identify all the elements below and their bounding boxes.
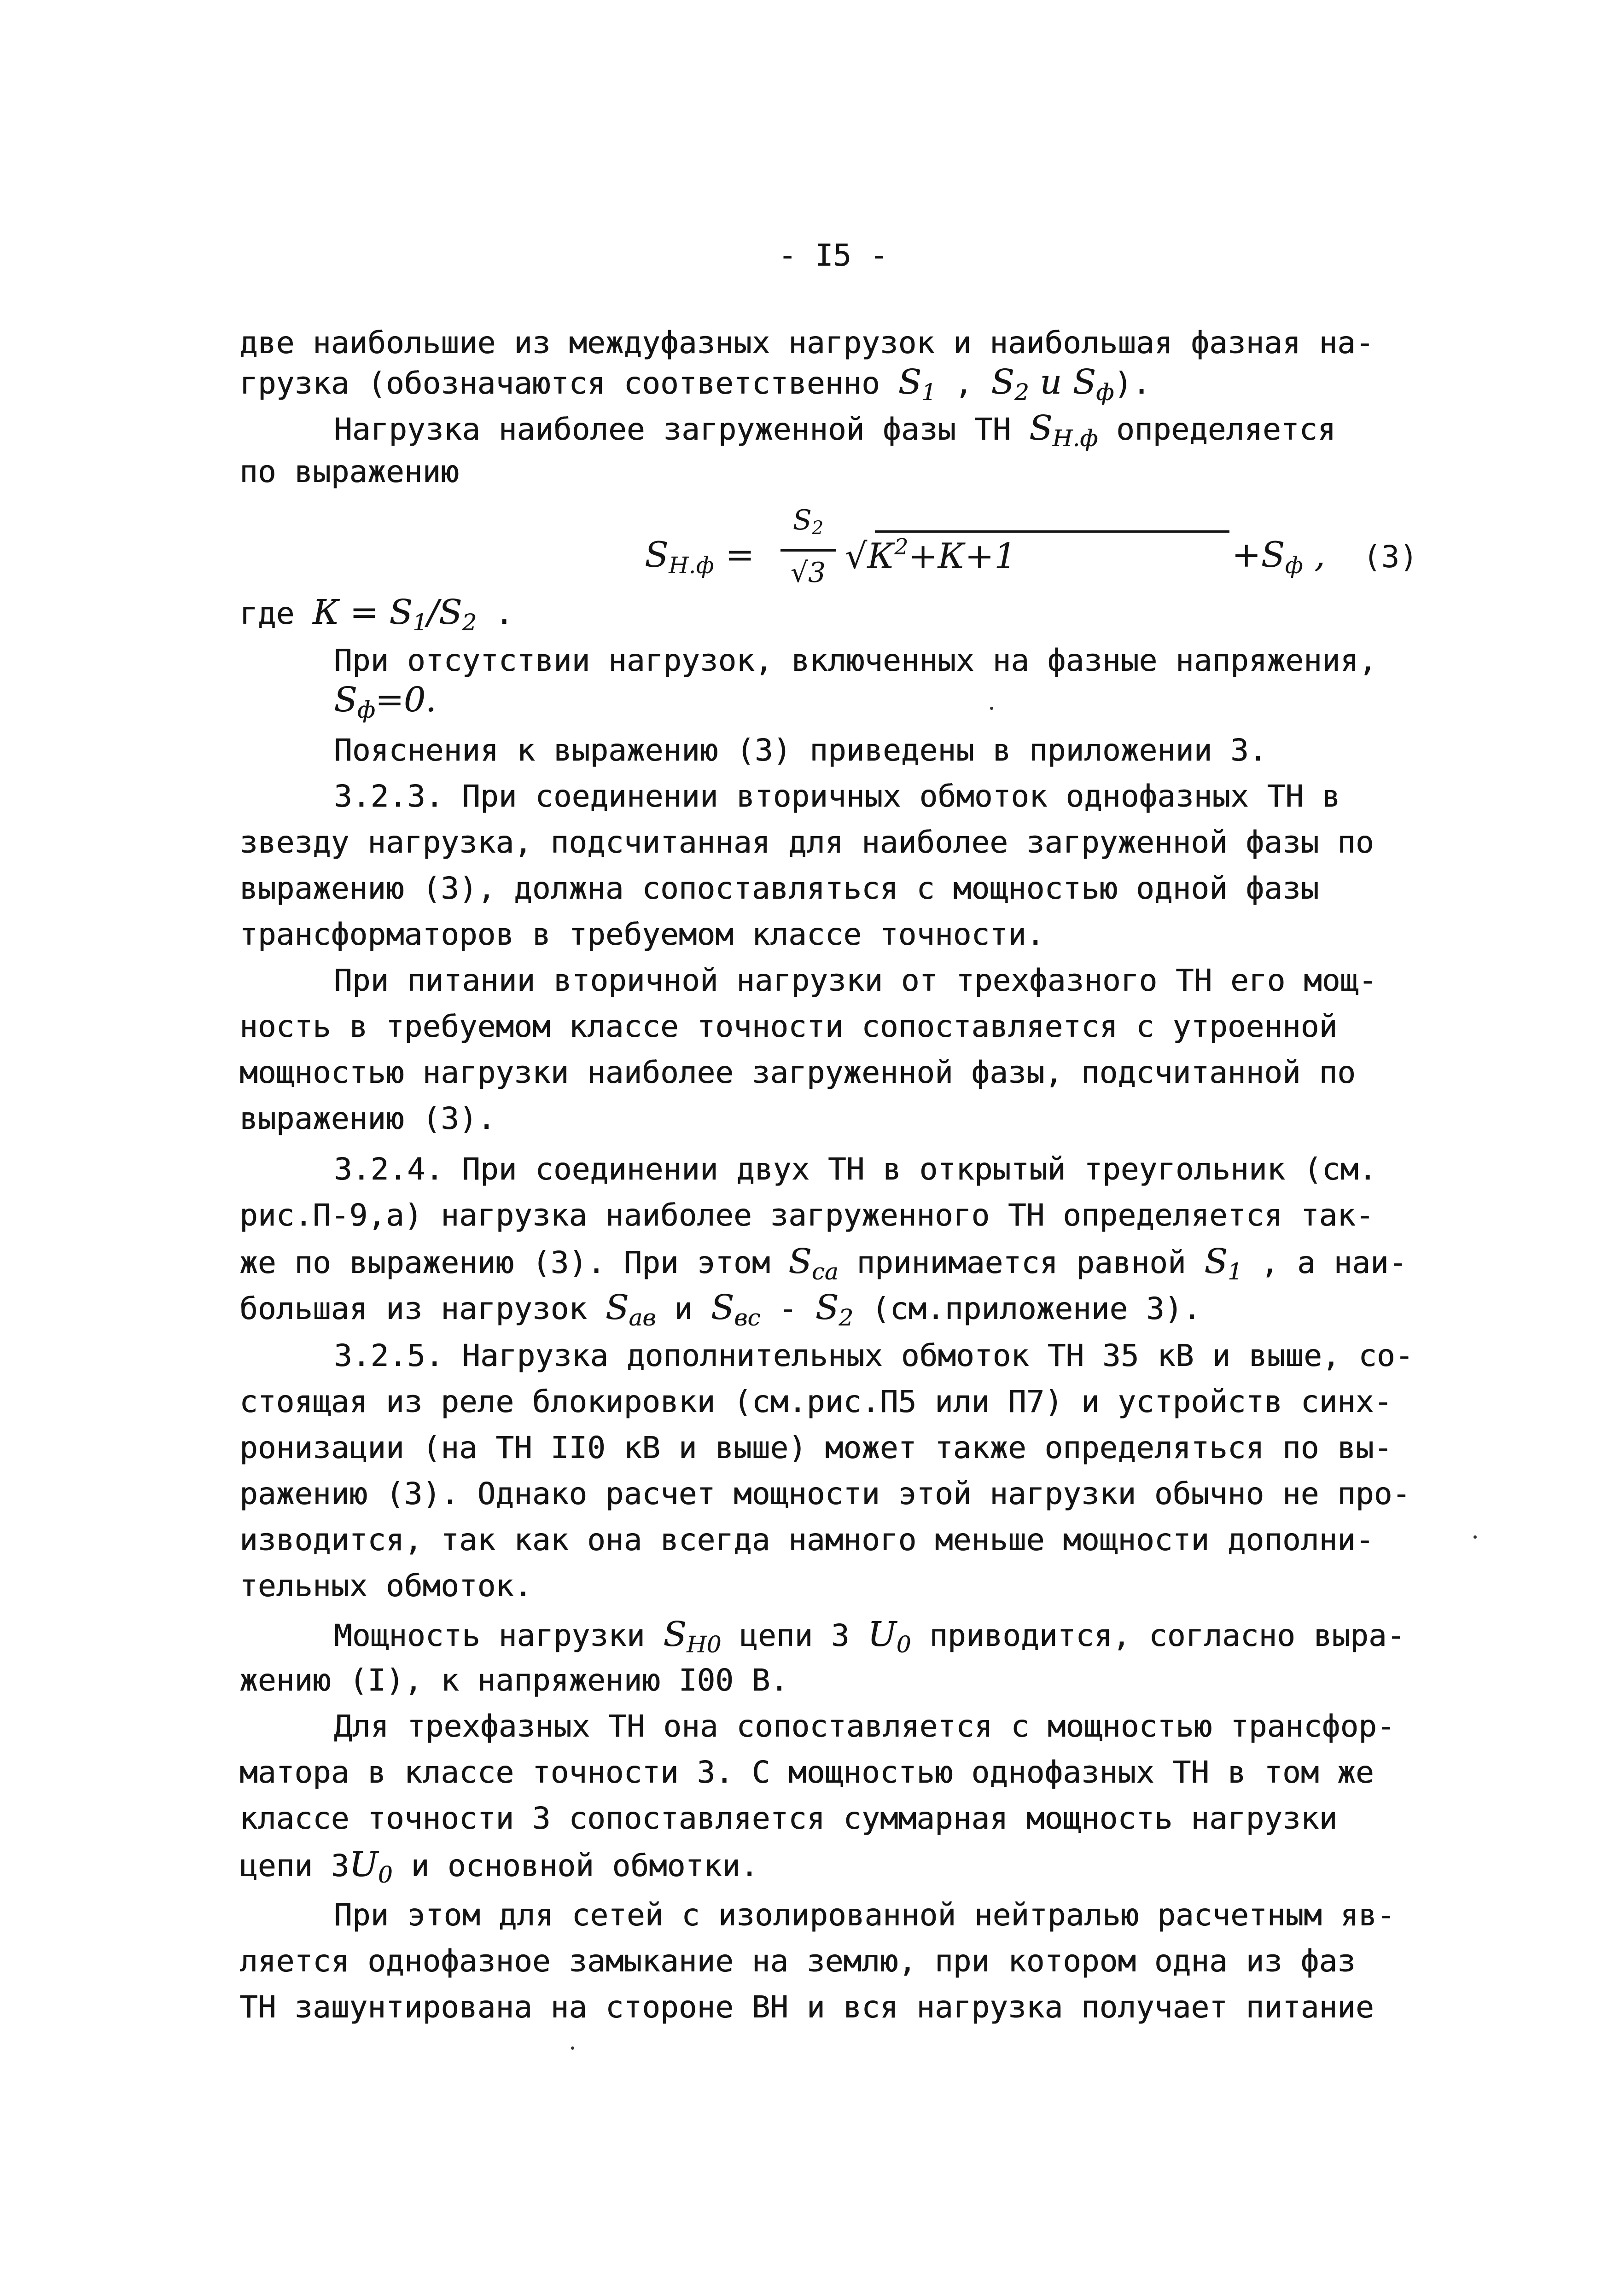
symbol: S — [1072, 362, 1096, 402]
text-line: выражению (3). — [239, 1101, 496, 1136]
formula-tail — [1232, 534, 1325, 579]
subscript: Н.ф — [1052, 425, 1098, 452]
symbol: S — [605, 1288, 629, 1327]
formula-symbol: +К+1 — [908, 535, 1017, 576]
text-line: ражению (3). Однако расчет мощности этой нагрузки обычно не про- — [239, 1476, 1411, 1511]
formula-numerator — [780, 502, 836, 546]
formula-superscript: 2 — [894, 534, 909, 560]
text-line: ность в требуемом классе точности сопоставляется с утроенной — [239, 1009, 1338, 1044]
text-line: изводится, так как она всегда намного меньше мощности дополни- — [239, 1522, 1374, 1558]
text-line: мощностью нагрузки наиболее загруженной фазы, подсчитанной по — [239, 1055, 1356, 1090]
text-line: матора в классе точности 3. С мощностью однофазных ТН в том же — [239, 1755, 1374, 1790]
formula-symbol: S — [792, 504, 812, 536]
text-run: Мощность нагрузки — [334, 1618, 664, 1653]
symbol: S — [663, 1615, 687, 1654]
formula-subscript: ф — [1285, 552, 1303, 579]
subscript: ав — [629, 1304, 656, 1331]
text-line: тельных обмоток. — [239, 1568, 532, 1604]
formula-subscript: Н.ф — [669, 552, 714, 579]
scan-speck — [571, 2046, 574, 2050]
text-line — [239, 1285, 1201, 1341]
text-line — [239, 589, 513, 645]
fraction-bar — [780, 549, 836, 552]
text-run: . — [477, 596, 513, 631]
symbol: S — [334, 680, 357, 720]
symbol: S — [788, 1242, 812, 1281]
symbol: U — [349, 1845, 378, 1884]
subscript: 2 — [839, 1304, 854, 1331]
formula-denominator: √3 — [790, 557, 826, 589]
subscript: вс — [734, 1304, 761, 1331]
text-run: определяется — [1098, 412, 1336, 447]
symbol: S — [898, 362, 922, 402]
text-run: , — [936, 366, 991, 401]
formula-symbol: +S — [1232, 534, 1285, 575]
text-line: ронизации (на ТН II0 кВ и выше) может также определяться по вы- — [239, 1430, 1392, 1465]
formula-subscript: 2 — [811, 517, 824, 539]
formula-equals: = — [714, 534, 766, 575]
text-line: выражению (3), должна сопоставляться с мощностью одной фазы — [239, 871, 1319, 906]
text-run: цепи 3 — [721, 1618, 868, 1653]
text-run: ). — [1114, 366, 1151, 401]
text-line: рис.П-9,а) нагрузка наиболее загруженного ТН определяется так- — [239, 1197, 1374, 1233]
text-run: где — [239, 596, 313, 631]
symbol: S — [710, 1288, 734, 1327]
subscript: 1 — [412, 609, 427, 636]
subscript: 2 — [462, 609, 477, 636]
text-line: 3.2.4. При соединении двух ТН в открытый треугольник (см. — [334, 1151, 1377, 1187]
subscript: 0 — [378, 1861, 393, 1888]
text-line: 3.2.3. При соединении вторичных обмоток однофазных ТН в — [334, 779, 1340, 814]
text-line: классе точности 3 сопоставляется суммарная мощность нагрузки — [239, 1801, 1338, 1836]
text-line: При отсутствии нагрузок, включенных на фазные напряжения, — [334, 643, 1377, 678]
text-run: приводится, согласно выра- — [911, 1618, 1405, 1653]
text-run: , а наи- — [1242, 1245, 1407, 1280]
symbol: S — [991, 362, 1014, 402]
subscript: ф — [1096, 379, 1114, 406]
symbol: К = S — [312, 593, 413, 632]
text-line: две наибольшие из междуфазных нагрузок и наибольшая фазная на- — [239, 325, 1374, 360]
text-run: большая из нагрузок — [239, 1291, 606, 1326]
text-run: (см.приложение 3). — [853, 1291, 1201, 1326]
subscript: Н0 — [686, 1631, 722, 1658]
text-run: =0. — [375, 680, 437, 720]
symbol: S — [1029, 408, 1053, 448]
formula-symbol: , — [1303, 534, 1326, 575]
text-line: 3.2.5. Нагрузка дополнительных обмоток ТН 35 кВ и выше, со- — [334, 1338, 1414, 1373]
text-run: цепи 3 — [239, 1848, 349, 1883]
symbol: S — [815, 1288, 839, 1327]
subscript: 0 — [896, 1631, 911, 1658]
text-line: При этом для сетей с изолированной нейтралью расчетным яв- — [334, 1897, 1395, 1933]
text-run: грузка (обозначаются соответственно — [239, 366, 898, 401]
text-line: ТН зашунтирована на стороне ВН и вся нагрузка получает питание — [239, 1989, 1374, 2025]
equation-number: (3) — [1363, 539, 1418, 575]
formula-radical — [845, 534, 1016, 576]
text-line: Пояснения к выражению (3) приведены в приложении 3. — [334, 732, 1267, 768]
text-run: и основной обмотки. — [392, 1848, 759, 1883]
page-number: - I5 - — [778, 238, 888, 273]
formula-lhs — [645, 534, 766, 579]
text-run: и — [656, 1291, 711, 1326]
radical-overline — [875, 530, 1229, 533]
formula-symbol: S — [645, 534, 669, 575]
formula-symbol: √К — [845, 535, 895, 576]
subscript: ф — [357, 697, 375, 723]
scan-speck — [990, 707, 993, 710]
text-run: и — [1029, 362, 1073, 402]
text-line: ляется однофазное замыкание на землю, при котором одна из фаз — [239, 1943, 1356, 1979]
text-line: по выражению — [239, 454, 459, 489]
text-line: жению (I), к напряжению I00 В. — [239, 1662, 789, 1698]
symbol: U — [868, 1615, 897, 1654]
text-line: трансформаторов в требуемом классе точности. — [239, 917, 1045, 952]
text-run: же по выражению (3). При этом — [239, 1245, 789, 1280]
formula-3 — [645, 502, 1427, 608]
text-line — [334, 405, 1336, 461]
symbol: /S — [427, 593, 462, 632]
subscript: 1 — [921, 379, 936, 406]
text-line — [239, 1842, 758, 1898]
text-run: принимается равной — [838, 1245, 1205, 1280]
text-run: - — [760, 1291, 815, 1326]
subscript: 2 — [1014, 379, 1029, 406]
symbol: S — [1204, 1242, 1228, 1281]
text-line — [334, 677, 436, 733]
text-line: звезду нагрузка, подсчитанная для наиболее загруженной фазы по — [239, 825, 1374, 860]
text-run: Нагрузка наиболее загруженной фазы ТН — [334, 412, 1029, 447]
subscript: са — [811, 1258, 839, 1285]
text-line: При питании вторичной нагрузки от трехфазного ТН его мощ- — [334, 963, 1377, 998]
text-line: Для трехфазных ТН она сопоставляется с мощностью трансфор- — [334, 1709, 1395, 1744]
formula-fraction — [780, 502, 836, 591]
subscript: 1 — [1228, 1258, 1242, 1285]
scan-speck — [1473, 1535, 1477, 1539]
text-line: стоящая из реле блокировки (см.рис.П5 или П7) и устройств синх- — [239, 1384, 1392, 1419]
